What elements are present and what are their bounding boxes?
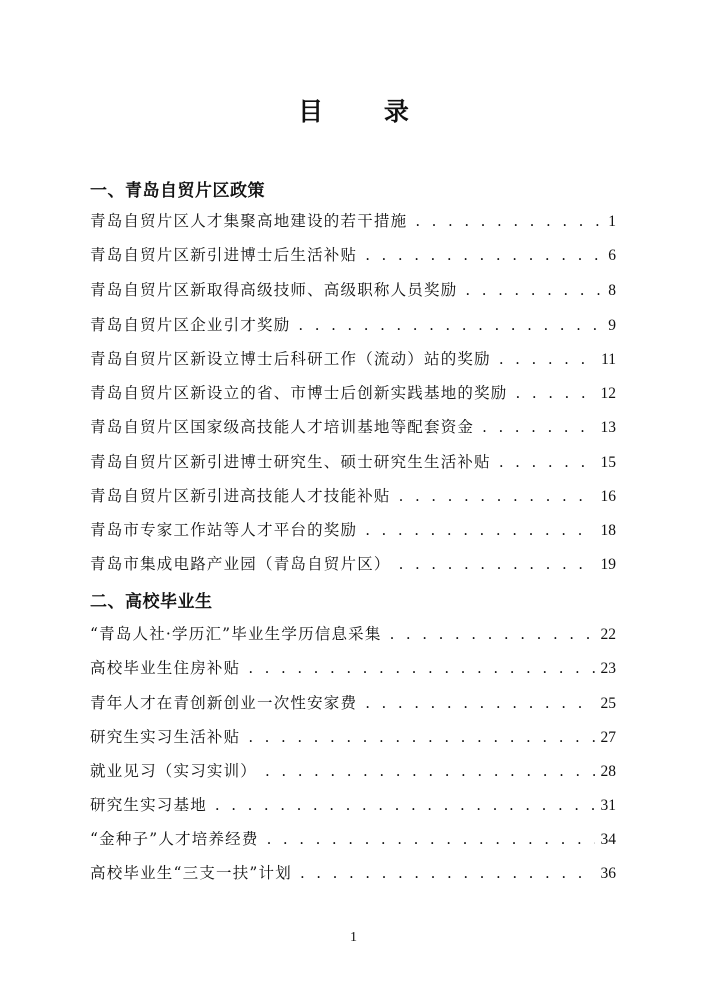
toc-entry-page: 1: [608, 213, 616, 230]
toc-entry[interactable]: [90, 552, 616, 576]
toc-entry-page: 22: [600, 626, 616, 643]
toc-entry-title: 高校毕业生“三支一扶”计划: [90, 864, 292, 882]
dot-leader: [482, 418, 594, 436]
footer-page-number: 1: [350, 930, 357, 945]
toc-entry-title: 青岛自贸片区企业引才奖励: [90, 316, 291, 334]
toc-entry[interactable]: [90, 484, 616, 508]
dot-leader: [399, 555, 595, 573]
dot-leader: [265, 762, 594, 780]
toc-entry-title: 研究生实习基地: [90, 796, 207, 814]
toc-entry[interactable]: [90, 725, 616, 749]
toc-entry-title: 青年人才在青创新创业一次性安家费: [90, 694, 358, 712]
dot-leader: [267, 830, 595, 848]
toc-entry[interactable]: [90, 450, 616, 474]
dot-leader: [365, 521, 594, 539]
toc-entry-page: 12: [600, 385, 616, 402]
section-heading-2: 二、高校毕业生: [90, 592, 213, 612]
toc-entry[interactable]: [90, 313, 616, 337]
dot-leader: [248, 728, 594, 746]
toc-entry-title: 青岛市集成电路产业园（青岛自贸片区）: [90, 555, 391, 573]
toc-entry-title: 青岛市专家工作站等人才平台的奖励: [90, 521, 358, 539]
dot-leader: [365, 694, 594, 712]
toc-entry-title: 就业见习（实习实训）: [90, 762, 258, 780]
dot-leader: [499, 453, 595, 471]
page-title: 目 录: [298, 97, 435, 126]
toc-entry-page: 36: [600, 865, 616, 882]
dot-leader: [399, 487, 595, 505]
dot-leader: [465, 281, 602, 299]
toc-entry[interactable]: [90, 793, 616, 817]
toc-entry-title: 青岛自贸片区新引进高技能人才技能补贴: [90, 487, 391, 505]
toc-entry[interactable]: [90, 656, 616, 680]
toc-entry[interactable]: [90, 347, 616, 371]
toc-entry-page: 11: [601, 351, 616, 368]
toc-entry-title: 青岛自贸片区新引进博士研究生、硕士研究生生活补贴: [90, 453, 491, 471]
toc-entry-page: 6: [608, 247, 616, 264]
toc-entry-page: 13: [600, 419, 616, 436]
toc-entry[interactable]: [90, 691, 616, 715]
toc-entry-title: 青岛自贸片区新设立博士后科研工作（流动）站的奖励: [90, 350, 491, 368]
toc-entry[interactable]: [90, 278, 616, 302]
toc-entry[interactable]: [90, 759, 616, 783]
toc-entry-page: 27: [600, 729, 616, 746]
toc-entry-page: 16: [600, 488, 616, 505]
toc-entry-title: 青岛自贸片区新引进博士后生活补贴: [90, 246, 358, 264]
toc-entry-page: 19: [600, 556, 616, 573]
toc-entry[interactable]: [90, 209, 616, 233]
toc-entry-page: 9: [608, 317, 616, 334]
dot-leader: [516, 384, 595, 402]
toc-entry-page: 31: [600, 797, 616, 814]
dot-leader: [300, 864, 595, 882]
toc-entry-title: 高校毕业生住房补贴: [90, 659, 241, 677]
toc-entry-title: 青岛自贸片区人才集聚高地建设的若干措施: [90, 212, 408, 230]
toc-entry-page: 18: [600, 522, 616, 539]
toc-entry-page: 8: [608, 282, 616, 299]
toc-entry-page: 23: [600, 660, 616, 677]
toc-entry-page: 34: [600, 831, 616, 848]
toc-entry[interactable]: [90, 243, 616, 267]
dot-leader: [248, 659, 594, 677]
toc-entry-page: 28: [600, 763, 616, 780]
dot-leader: [298, 316, 602, 334]
toc-entry[interactable]: [90, 622, 616, 646]
section-heading-1: 一、青岛自贸片区政策: [90, 181, 265, 201]
toc-entry-page: 15: [600, 454, 616, 471]
toc-entry[interactable]: [90, 415, 616, 439]
toc-entry-title: “金种子”人才培养经费: [90, 830, 259, 848]
dot-leader: [390, 625, 595, 643]
toc-entry-title: 研究生实习生活补贴: [90, 728, 241, 746]
dot-leader: [415, 212, 602, 230]
toc-entry-title: 青岛自贸片区新取得高级技师、高级职称人员奖励: [90, 281, 458, 299]
toc-entry-page: 25: [600, 695, 616, 712]
dot-leader: [365, 246, 602, 264]
toc-entry[interactable]: [90, 827, 616, 851]
toc-entry[interactable]: [90, 381, 616, 405]
toc-entry[interactable]: [90, 518, 616, 542]
dot-leader: [499, 350, 595, 368]
toc-entry-title: 青岛自贸片区国家级高技能人才培训基地等配套资金: [90, 418, 475, 436]
toc-entry-title: “青岛人社·学历汇”毕业生学历信息采集: [90, 625, 382, 643]
dot-leader: [215, 796, 595, 814]
toc-entry[interactable]: [90, 861, 616, 885]
toc-entry-title: 青岛自贸片区新设立的省、市博士后创新实践基地的奖励: [90, 384, 508, 402]
